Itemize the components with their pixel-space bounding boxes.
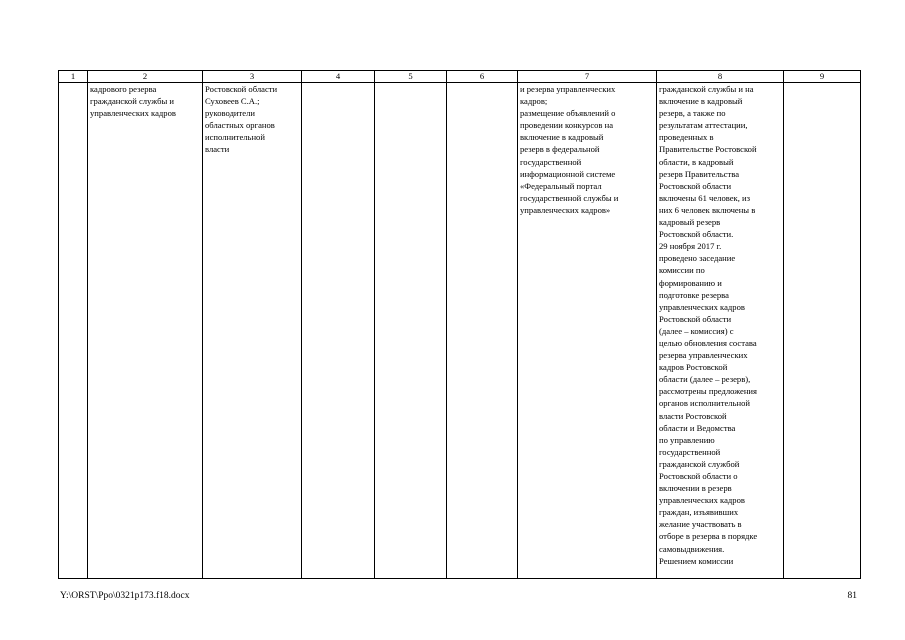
footer-file-path: Y:\ORST\Ppo\0321p173.f18.docx: [60, 591, 190, 601]
cell-text-line: самовыдвижения.: [659, 543, 725, 554]
cell-text-line: кадров;: [520, 96, 548, 107]
cell-text-line: включение в кадровый: [520, 132, 604, 143]
cell-text-line: резерв Правительства: [659, 168, 740, 179]
cell-text-line: областных органов: [205, 120, 275, 131]
cell-text-line: проведено заседание: [659, 253, 736, 264]
table-row: [59, 83, 861, 579]
cell-text-line: области, в кадровый: [659, 156, 734, 167]
cell-text-line: резерв в федеральной: [520, 144, 600, 155]
cell-text-line: целью обновления состава: [659, 337, 757, 348]
cell-text-line: отборе в резерва в порядке: [659, 531, 758, 542]
cell-text-line: кадровый резерв: [659, 217, 721, 228]
cell-text-line: и резерва управленческих: [520, 84, 616, 94]
cell-text-line: исполнительной: [205, 132, 265, 143]
cell-text-line: гражданской службы и: [90, 96, 174, 107]
column-number-8: 8: [657, 71, 784, 83]
cell-text-line: управленческих кадров: [659, 301, 745, 312]
cell-text-line: государственной службы и: [520, 192, 619, 203]
cell-col-5: [375, 83, 447, 579]
column-number-6: 6: [447, 71, 518, 83]
document-table: [58, 70, 861, 579]
cell-text-line: Решением комиссии: [659, 555, 734, 566]
cell-text-line: информационной системе: [520, 168, 616, 179]
cell-text-line: гражданской службой: [659, 458, 740, 469]
cell-text-line: области (далее – резерв),: [659, 374, 751, 385]
cell-col-9: [784, 83, 861, 579]
cell-text-line: управленческих кадров»: [520, 204, 611, 215]
cell-text-line: Правительстве Ростовской: [659, 144, 757, 155]
cell-col-1: [59, 83, 88, 579]
cell-text-line: резерв, а также по: [659, 108, 726, 119]
cell-text-line: кадрового резерва: [90, 84, 157, 94]
cell-text-line: Суховеев С.А.;: [205, 96, 260, 107]
cell-text-line: кадров Ростовской: [659, 362, 728, 373]
cell-text-line: (далее – комиссия) с: [659, 325, 734, 336]
cell-text-line: подготовке резерва: [659, 289, 729, 300]
cell-text-line: комиссии по: [659, 265, 705, 276]
cell-text-line: 29 ноября 2017 г.: [659, 241, 722, 252]
column-number-1: 1: [59, 71, 88, 83]
cell-text-line: по управлению: [659, 434, 715, 445]
cell-text-line: Ростовской области.: [659, 229, 734, 240]
column-number-7: 7: [518, 71, 657, 83]
cell-text-line: них 6 человек включены в: [659, 204, 756, 215]
cell-text-line: включении в резерв: [659, 483, 732, 494]
cell-text-line: рассмотрены предложения: [659, 386, 757, 397]
cell-text-line: руководители: [205, 108, 255, 119]
page-number: 81: [847, 591, 857, 601]
cell-text-line: граждан, изъявивших: [659, 507, 739, 518]
cell-text-line: управленческих кадров: [659, 495, 745, 506]
cell-text-line: власти: [205, 144, 230, 155]
cell-text-line: государственной: [659, 446, 721, 457]
column-number-4: 4: [302, 71, 375, 83]
cell-text-line: включение в кадровый: [659, 96, 743, 107]
cell-col-4: [302, 83, 375, 579]
cell-text-line: проведении конкурсов на: [520, 120, 614, 131]
cell-text-line: формированию и: [659, 277, 722, 288]
cell-text-line: государственной: [520, 156, 582, 167]
cell-text-line: Ростовской области о: [659, 471, 738, 481]
column-number-2: 2: [88, 71, 203, 83]
cell-text-line: размещение объявлений о: [520, 108, 616, 119]
cell-col-3: [203, 83, 302, 579]
cell-text-line: резерва управленческих: [659, 350, 748, 361]
cell-text-line: включены 61 человек, из: [659, 192, 751, 203]
cell-text-line: власти Ростовской: [659, 410, 727, 421]
cell-text-line: гражданской службы и на: [659, 84, 754, 94]
cell-text-line: области и Ведомства: [659, 422, 736, 433]
cell-col-2: [88, 83, 203, 579]
cell-text-line: «Федеральный портал: [520, 180, 602, 191]
column-number-3: 3: [203, 71, 302, 83]
cell-text-line: проведенных в: [659, 132, 714, 143]
cell-text-line: органов исполнительной: [659, 398, 750, 409]
cell-text-line: результатам аттестации,: [659, 120, 748, 131]
cell-col-7: [518, 83, 657, 579]
cell-text-line: желание участвовать в: [659, 519, 742, 530]
cell-col-8: [657, 83, 784, 579]
column-number-5: 5: [375, 71, 447, 83]
cell-text-line: Ростовской области: [659, 313, 732, 324]
cell-col-6: [447, 83, 518, 579]
cell-text-line: Ростовской области: [659, 180, 732, 191]
column-number-9: 9: [784, 71, 861, 83]
header-row: [59, 71, 861, 83]
cell-text-line: Ростовской области: [205, 84, 278, 94]
cell-text-line: управленческих кадров: [90, 108, 176, 119]
